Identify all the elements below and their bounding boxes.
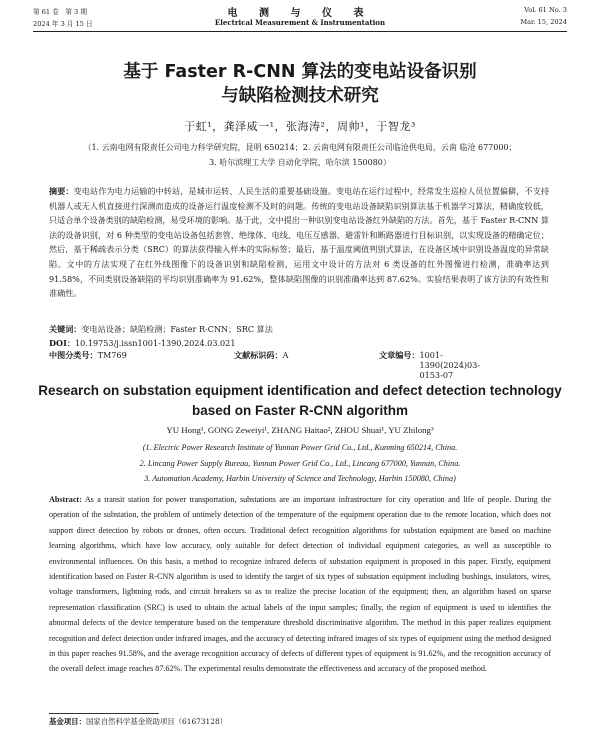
abstract-cn-text: 变电站作为电力运输的中转站，是城市运转、人民生活的重要基础设施。变电站在运行过程中，经常发生巡检人员位置偏僻，不支持机器人或无人机直接进行深测而造成的设备运行温度检测不及时的问题。传统的变电站设备缺陷识别算法基于机器学习算法，精确度较低，只适合单个设备类别的缺陷检测，易受环境的影响。基于此，文中提出一种识别变电站设备红外缺陷的方法。首先，基于 Faster R-CNN 算法的设备识别，对 6 种类型的变电站设备包括套管、绝缘体、电线、电压互感器、避雷针和断路器进行目标识别，以实现设备的精确定位；然后，基于稀疏表示分类（SRC）的算法获得输入样本的实际标签；最后，基于温度阈值判别式算法，在设备区域中识别设备温度的异常缺陷。文中的方法实现了在红外线图像下的设备识别和缺陷检测，运用文中设计的方法对 6 类设备的红外图像进行检测，准确率达到 91.58%，不同类别设备缺陷的平均识别准确率为 91.62%，整体缺陷图像的识别准确率达到 87.62%。实验结果表明了该方法的有效性和准确性。 <box>49 186 549 299</box>
article-number <box>379 350 481 380</box>
article-number-label: 文章编号： <box>379 350 420 360</box>
doi <box>49 336 549 350</box>
document-code-value: A <box>282 350 289 360</box>
affiliations-en <box>30 440 570 487</box>
abstract-en <box>49 492 551 677</box>
clc-value: TM769 <box>97 350 127 360</box>
running-header <box>33 4 567 30</box>
affiliation-en-line3: 3. Automation Academy, Harbin University of Science and Technology, Harbin 150080, China) <box>144 474 456 483</box>
clc-label: 中图分类号： <box>49 350 98 360</box>
title-cn-line2: 与缺陷检测技术研究 <box>221 86 379 106</box>
footnote-rule <box>49 713 159 714</box>
fund-footnote <box>49 716 227 727</box>
classification-row <box>49 350 549 380</box>
affiliation-en-line1: (1. Electric Power Research Institute of Yunnan Power Grid Co., Ltd., Kunming 650214, China. <box>142 443 458 452</box>
title-en <box>30 381 570 421</box>
doi-label: DOI： <box>49 338 75 348</box>
volume-en: Vol. 61 No. 3 <box>524 6 567 14</box>
date-en: Mar. 15, 2024 <box>520 18 567 26</box>
document-code <box>234 350 289 361</box>
title-cn <box>0 60 600 108</box>
fund-label: 基金项目： <box>49 717 86 726</box>
document-code-label: 文献标识码： <box>234 350 283 360</box>
affiliations-cn <box>30 140 570 170</box>
affiliation-cn-line2: 3. 哈尔滨理工大学 自动化学院，哈尔滨 150080） <box>209 158 391 167</box>
abstract-cn <box>49 184 549 301</box>
title-cn-line1: 基于 Faster R-CNN 算法的变电站设备识别 <box>123 62 477 82</box>
article-number-value: 1001-1390(2024)03-0153-07 <box>419 350 481 380</box>
authors-cn: 于虹¹，龚泽威一¹，张海涛²，周帅¹，于智龙³ <box>184 120 416 133</box>
keywords-cn <box>49 322 549 336</box>
authors-en: YU Hong¹, GONG Zeweiyi¹, ZHANG Haitao², ZHOU Shuai¹, YU Zhilong³ <box>166 425 434 435</box>
keywords-text: 变电站设备；缺陷检测；Faster R-CNN；SRC 算法 <box>81 324 273 334</box>
title-en-line1: Research on substation equipment identification and defect detection technology <box>38 383 562 398</box>
volume-cn: 第 61 卷 第 3 期 <box>33 8 87 16</box>
affiliation-en-line2: 2. Lincang Power Supply Bureau, Yunnan Power Grid Co., Ltd., Lincang 677000, Yunnan, China. <box>139 458 461 468</box>
header-rule <box>33 31 567 32</box>
journal-name-cn: 电 测 与 仪 表 <box>227 8 373 19</box>
keywords-label: 关键词： <box>49 324 82 334</box>
abstract-en-label: Abstract: <box>49 495 82 504</box>
affiliation-cn-line1: （1. 云南电网有限责任公司电力科学研究院，昆明 650214；2. 云南电网有限责任公司临沧供电局，云南 临沧 677000； <box>83 143 517 152</box>
fund-text: 国家自然科学基金资助项目（61673128） <box>85 717 228 726</box>
doi-text: 10.19753/j.issn1001-1390.2024.03.021 <box>74 338 236 348</box>
journal-name-en: Electrical Measurement & Instrumentation <box>214 18 386 27</box>
abstract-cn-label: 摘要： <box>49 186 74 196</box>
title-en-line2: based on Faster R-CNN algorithm <box>191 403 409 418</box>
clc-number <box>49 350 127 361</box>
abstract-en-text: As a transit station for power transportation, substations are an important infrastructure for city operation and life of people. During the operation of the substation, the problem of untimely detection of the temperature of the equipment operation due to the remote location, which does not support direct detection by robots or drones, often occurs. Traditional defect recognition algorithms for substation equipment are based on machine learning algorithms, which have low accuracy, only suitable for defect detection of individual equipment categories, as well as susceptible to environmental influences. On this basis, a method to recognize infrared defects of substation equipment is proposed in this paper. Firstly, equipment identification based on Faster R-CNN algorithm is used to identify the target of six types of substation equipment including bushings, insulators, wires, voltage transformers, lightning rods, and circuit breakers so as to realize the precise location of the equipment; then, an algorithm based on sparse representation classification (SRC) is used to obtain the actual labels of the input samples; finally, the region of equipment is used to identifies the abnormal defects of the device temperature based on the temperature threshold discriminative algorithm. The method in this paper realizes equipment recognition and defect detection under infrared images, and the accuracy of detecting infrared images of six types of equipment using the method designed in this paper reaches 91.58%, and the average recognition accuracy of defects of different types of equipment is 91.62%, and the recognition accuracy of the overall defect image reaches 87.62%. The experimental results demonstrate the effectiveness and accuracy of the proposed method. <box>49 495 551 674</box>
date-cn: 2024 年 3 月 15 日 <box>33 20 93 28</box>
